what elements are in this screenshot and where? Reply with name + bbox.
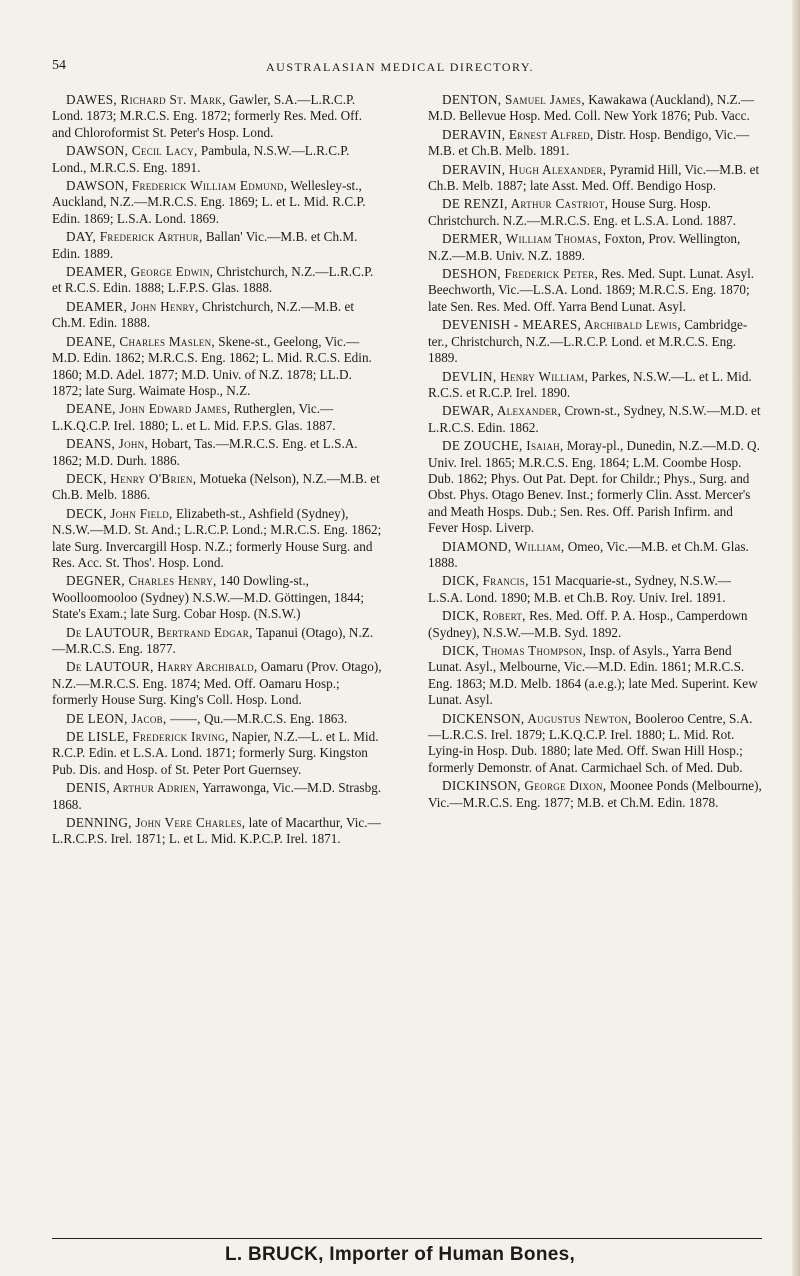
entry-name: DECK, Henry O'Brien, [66, 470, 197, 486]
directory-entry [52, 573, 382, 622]
entry-text: Foxton, Prov. Wellington, N.Z.—M.B. Univ. N.Z. 1889. [428, 231, 741, 263]
directory-entry [52, 143, 382, 176]
entry-text: Pyramid Hill, Vic.—M.B. et Ch.B. Melb. 1887; late Asst. Med. Off. Bendigo Hosp. [428, 161, 760, 194]
entry-name: DEANE, John Edward James, [66, 401, 231, 417]
entry-text: Booleroo Centre, S.A.—L.R.C.S. Irel. 1879; L.K.Q.C.P. Irel. 1880; L. Mid. Rot. Lying-in Hosp. Dub. 1880; late Med. Off. Swan Hill Hosp.; formerly Demonstr. of Anat. Carmichael Sch. of Med. Dub. [428, 710, 753, 775]
entry-name: DEANE, Charles Maslen, [66, 333, 215, 349]
directory-entry [52, 729, 382, 778]
directory-entry [52, 299, 382, 332]
entry-text: Ballan' Vic.—M.B. et Ch.M. Edin. 1889. [52, 229, 358, 261]
directory-entry [428, 317, 763, 366]
entry-name: DENIS, Arthur Adrien, [66, 780, 200, 796]
entry-text: Kawakawa (Auckland), N.Z.—M.D. Bellevue Hosp. Med. Coll. New York 1876; Pub. Vacc. [428, 92, 755, 124]
entry-name: DEWAR, Alexander, [442, 403, 562, 419]
entry-name: De LAUTOUR, Bertrand Edgar, [66, 624, 253, 640]
directory-entry [52, 178, 382, 227]
entry-name: DENTON, Samuel James, [442, 92, 585, 107]
running-head: AUSTRALASIAN MEDICAL DIRECTORY. [266, 60, 534, 74]
entry-text: Christchurch, N.Z.—M.B. et Ch.M. Edin. 1888. [52, 298, 355, 331]
entry-name: DICK, Francis, [442, 573, 529, 589]
entry-text: Moonee Ponds (Melbourne), Vic.—M.R.C.S. Eng. 1877; M.B. et Ch.M. Edin. 1878. [428, 778, 762, 810]
entry-name: DERMER, William Thomas, [442, 231, 602, 247]
entry-name: DEVENISH - MEARES, Archibald Lewis, [442, 317, 681, 333]
entry-name: DEGNER, Charles Henry, [66, 573, 217, 589]
entry-name: DESHON, Frederick Peter, [442, 266, 599, 282]
directory-entry [52, 471, 382, 504]
directory-entry [428, 127, 763, 160]
entry-text: Elizabeth-st., Ashfield (Sydney), N.S.W.—M.D. St. And.; L.R.C.P. Lond.; M.R.C.S. Eng. 1862; late Surg. Invercargill Hosp. N.Z.; formerly House Surg. and Res. Acc. St. Thos'. Hosp. Lond. [52, 505, 382, 570]
entry-name: DIAMOND, William, [442, 538, 565, 554]
entry-text: Distr. Hosp. Bendigo, Vic.—M.B. et Ch.B. Melb. 1891. [428, 126, 750, 159]
directory-entry [52, 334, 382, 400]
entry-text: Qu.—M.R.C.S. Eng. 1863. [204, 710, 348, 726]
entry-text: Pambula, N.S.W.—L.R.C.P. Lond., M.R.C.S. Eng. 1891. [52, 143, 350, 175]
entry-text: Insp. of Asyls., Yarra Bend Lunat. Asyl., Melbourne, Vic.—M.D. Edin. 1861; M.R.C.S. Eng. 1863; M.D. Melb. 1864 (a.e.g.); late Med. Superint. Kew Lunat. Asyl. [428, 643, 758, 708]
directory-entry [428, 711, 763, 777]
entry-text: Skene-st., Geelong, Vic.—M.D. Edin. 1862; M.R.C.S. Eng. 1862; L. Mid. R.C.S. Edin. 1860; M.D. Adel. 1877; M.D. Univ. of N.Z. 1878; LL.D. 1872; late Surg. Waimate Hosp., N.Z. [52, 333, 372, 398]
directory-entry [52, 815, 382, 848]
directory-entry [428, 778, 763, 811]
entry-name: DE LEON, Jacob, ——, [66, 710, 201, 726]
entry-name: DE RENZI, Arthur Castriot, [442, 196, 609, 212]
entry-name: DERAVIN, Ernest Alfred, [442, 126, 594, 142]
entry-name: DAWSON, Cecil Lacy, [66, 143, 198, 159]
entry-name: DECK, John Field, [66, 505, 173, 521]
directory-entry [428, 438, 763, 536]
directory-entry [52, 711, 382, 727]
directory-entry [52, 436, 382, 469]
entry-name: DAY, Frederick Arthur, [66, 229, 203, 245]
directory-entry [52, 264, 382, 297]
entry-text: 140 Dowling-st., Woolloomooloo (Sydney) N.S.W.—M.D. Göttingen, 1844; State's Exam.; late Surg. Cobar Hosp. (N.S.W.) [52, 573, 365, 622]
directory-entry [428, 162, 763, 195]
page-edge [792, 0, 800, 1276]
entry-text: Yarrawonga, Vic.—M.D. Strasbg. 1868. [52, 780, 382, 812]
entry-name: DE LISLE, Frederick Irving, [66, 729, 229, 745]
directory-entry [52, 506, 382, 572]
entry-name: DERAVIN, Hugh Alexander, [442, 161, 607, 177]
entry-text: Res. Med. Supt. Lunat. Asyl. Beechworth, Vic.—L.S.A. Lond. 1869; M.R.C.S. Eng. 1870; late Sen. Res. Med. Off. Yarra Bend Lunat. Asyl. [428, 266, 755, 314]
directory-entry [428, 403, 763, 436]
directory-entry [52, 780, 382, 813]
entry-text: Moray-pl., Dunedin, N.Z.—M.D. Q. Univ. Irel. 1865; M.R.C.S. Eng. 1864; L.M. Coombe Hosp. Dub. 1862; Phys. Out Pat. Dept. for Childr.; Phys., Surg. and Obst. Phys. Otago Benev. Inst.; formerly Clin. Asst. Mercer's and Meath Hosps. Dub.; Sen. Res. Off. Parish Infirm. and Fever Hosp. Liverp. [428, 438, 760, 536]
directory-entry [52, 401, 382, 434]
entry-text: Cambridge-ter., Christchurch, N.Z.—L.R.C.P. Lond. et M.R.C.S. Eng. 1889. [428, 317, 748, 366]
entry-name: DE ZOUCHE, Isaiah, [442, 438, 564, 454]
entry-text: 151 Macquarie-st., Sydney, N.S.W.—L.S.A. Lond. 1890; M.B. et Ch.B. Roy. Univ. Irel. 1891. [428, 573, 731, 605]
directory-entry [428, 369, 763, 402]
entry-text: Wellesley-st., Auckland, N.Z.—M.R.C.S. Eng. 1869; L. et L. Mid. R.C.P. Edin. 1869; L.S.A. Lond. 1869. [52, 178, 366, 226]
entry-name: DICK, Robert, [442, 608, 526, 624]
entry-text: late of Macarthur, Vic.—L.R.C.P.S. Irel. 1871; L. et L. Mid. K.P.C.P. Irel. 1871. [52, 815, 381, 847]
entry-text: Napier, N.Z.—L. et L. Mid. R.C.P. Edin. et L.S.A. Lond. 1871; formerly Surg. Kingston Pub. Dis. and Hosp. of St. Peter Port Guernsey. [52, 729, 379, 777]
directory-entry [52, 659, 382, 708]
entry-name: DICK, Thomas Thompson, [442, 643, 587, 658]
directory-entry [52, 229, 382, 262]
directory-entry [428, 573, 763, 606]
entry-name: DEVLIN, Henry William, [442, 368, 589, 384]
entry-text: Crown-st., Sydney, N.S.W.—M.D. et L.R.C.S. Edin. 1862. [428, 403, 761, 435]
entry-text: Hobart, Tas.—M.R.C.S. Eng. et L.S.A. 1862; M.D. Durh. 1886. [52, 436, 358, 468]
entry-text: House Surg. Hosp. Christchurch. N.Z.—M.R.C.S. Eng. et L.S.A. Lond. 1887. [428, 196, 737, 228]
directory-entry [428, 608, 763, 641]
footer-rule [52, 1238, 762, 1239]
entry-text: Rutherglen, Vic.—L.K.Q.C.P. Irel. 1880; L. et L. Mid. F.P.S. Glas. 1887. [52, 401, 336, 433]
directory-entry [52, 92, 382, 141]
directory-entry [428, 643, 763, 709]
directory-entry [52, 625, 382, 658]
right-column [428, 92, 763, 813]
entry-text: Parkes, N.S.W.—L. et L. Mid. R.C.S. et R.C.P. Irel. 1890. [428, 368, 752, 400]
entry-name: DEANS, John, [66, 436, 149, 452]
entry-name: DAWSON, Frederick William Edmund, [66, 178, 288, 194]
entry-text: Motueka (Nelson), N.Z.—M.B. et Ch.B. Melb. 1886. [52, 470, 380, 503]
entry-name: DICKINSON, George Dixon, [442, 778, 607, 794]
entry-name: DAWES, Richard St. Mark, [66, 92, 226, 107]
page-number: 54 [52, 58, 66, 73]
entry-text: Christchurch, N.Z.—L.R.C.P. et R.C.S. Edin. 1888; L.F.P.S. Glas. 1888. [52, 264, 374, 296]
directory-entry [428, 266, 763, 315]
footer-advert: L. BRUCK, Importer of Human Bones, [224, 1244, 576, 1265]
entry-text: Gawler, S.A.—L.R.C.P. Lond. 1873; M.R.C.S. Eng. 1872; formerly Res. Med. Off. and Chloroformist St. Peter's Hosp. Lond. [52, 92, 363, 140]
entry-name: DENNING, John Vere Charles, [66, 815, 246, 831]
directory-entry [428, 539, 763, 572]
directory-entry [428, 92, 763, 125]
directory-entry [428, 196, 763, 229]
directory-entry [428, 231, 763, 264]
entry-name: DEAMER, George Edwin, [66, 264, 214, 280]
entry-text: Oamaru (Prov. Otago), N.Z.—M.R.C.S. Eng. 1874; Med. Off. Oamaru Hosp.; formerly House Surg. King's Coll. Hosp. Lond. [52, 659, 382, 708]
entry-name: De LAUTOUR, Harry Archibald, [66, 659, 258, 675]
left-column [52, 92, 382, 850]
entry-text: Tapanui (Otago), N.Z.—M.R.C.S. Eng. 1877. [52, 624, 374, 656]
entry-name: DICKENSON, Augustus Newton, [442, 710, 632, 726]
entry-text: Res. Med. Off. P. A. Hosp., Camperdown (Sydney), N.S.W.—M.B. Syd. 1892. [428, 608, 748, 640]
entry-name: DEAMER, John Henry, [66, 298, 199, 314]
entry-text: Omeo, Vic.—M.B. et Ch.M. Glas. 1888. [428, 538, 749, 570]
